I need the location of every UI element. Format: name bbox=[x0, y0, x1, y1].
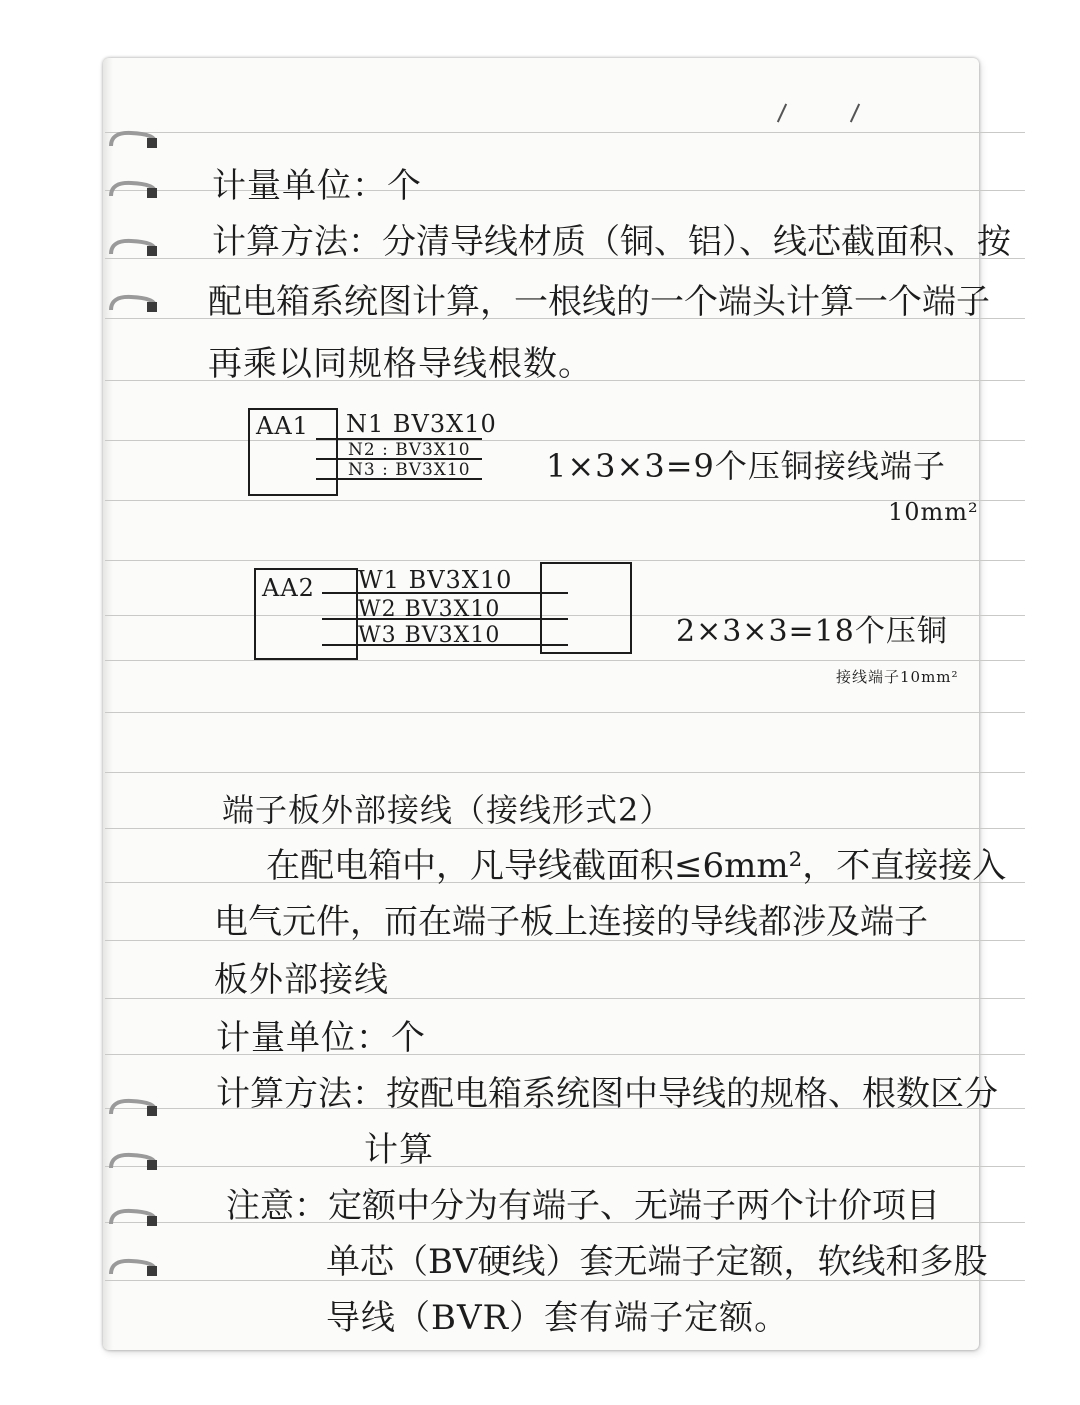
formula-aa2-line2: 接线端子10mm² bbox=[836, 668, 959, 686]
box-label-aa1: AA1 bbox=[256, 412, 309, 440]
para-line-1: 在配电箱中，凡导线截面积≤6mm²，不直接接入 bbox=[266, 846, 1007, 886]
size-aa1: 10mm² bbox=[888, 498, 979, 526]
method-line-3: 再乘以同规格导线根数。 bbox=[208, 344, 593, 384]
formula-aa1: 1×3×3=9个压铜接线端子 bbox=[546, 447, 946, 485]
wire-label-w2: W2 BV3X10 bbox=[358, 597, 501, 622]
method-line-2-1: 计算方法：按配电箱系统图中导线的规格、根数区分 bbox=[216, 1074, 998, 1114]
note-line-2: 单芯（BV硬线）套无端子定额，软线和多股 bbox=[326, 1242, 988, 1282]
terminal-box-aa2 bbox=[540, 562, 632, 654]
wire-label-n2: N2 : BV3X10 bbox=[348, 440, 471, 460]
section-heading: 端子板外部接线（接线形式2） bbox=[222, 791, 673, 829]
box-label-aa2: AA2 bbox=[262, 574, 315, 602]
method-line-2-2: 计算 bbox=[364, 1130, 434, 1170]
formula-aa2: 2×3×3=18个压铜 bbox=[676, 614, 948, 649]
wire-label-n1: N1 BV3X10 bbox=[346, 410, 497, 438]
unit-line-2: 计量单位：个 bbox=[216, 1018, 426, 1058]
para-line-3: 板外部接线 bbox=[214, 960, 389, 1000]
note-line-1: 注意：定额中分为有端子、无端子两个计价项目 bbox=[226, 1186, 940, 1226]
para-line-2: 电气元件，而在端子板上连接的导线都涉及端子 bbox=[214, 902, 928, 942]
note-line-3: 导线（BVR）套有端子定额。 bbox=[326, 1298, 790, 1338]
method-line-2: 配电箱系统图计算，一根线的一个端头计算一个端子 bbox=[208, 282, 990, 322]
wire-label-w3: W3 BV3X10 bbox=[358, 623, 501, 648]
wire-label-n3: N3 : BV3X10 bbox=[348, 460, 471, 480]
wire-label-w1: W1 BV3X10 bbox=[358, 566, 513, 594]
method-line-1: 计算方法：分清导线材质（铜、铝）、线芯截面积、按 bbox=[212, 222, 1011, 262]
unit-line: 计量单位：个 bbox=[212, 166, 422, 206]
